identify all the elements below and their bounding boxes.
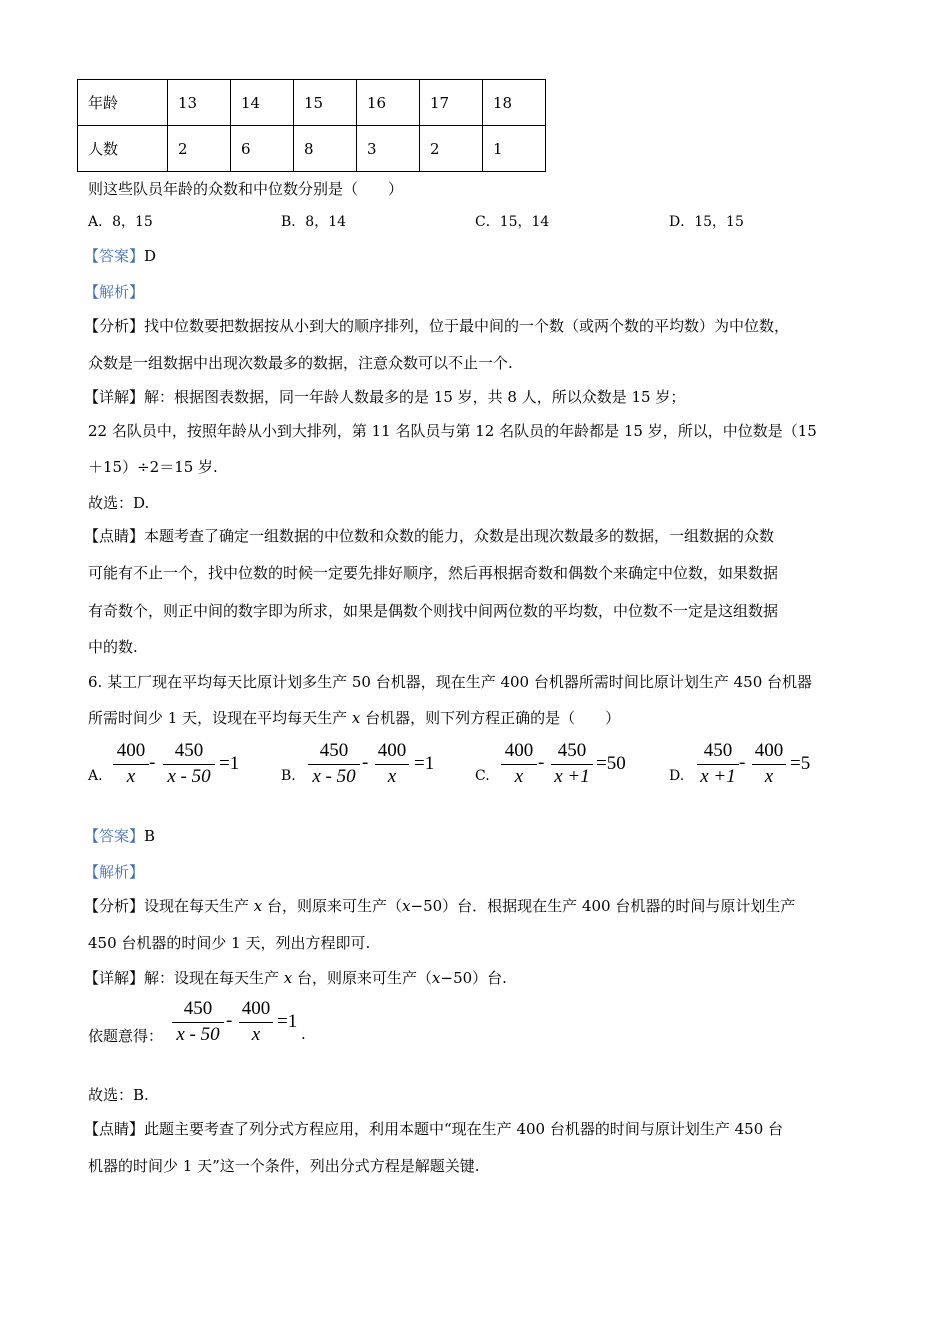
- fraction: [163, 740, 215, 788]
- table-row: [78, 126, 546, 172]
- denominator: x: [126, 766, 136, 787]
- variable-x: x: [283, 969, 293, 987]
- q6-yiti-label: 依题意得：: [88, 1027, 164, 1045]
- q6-analysis-line-1: [84, 895, 795, 916]
- fraction: [172, 998, 224, 1046]
- table-cell: 15: [294, 80, 357, 126]
- jiexi-tag: 【解析】: [84, 283, 145, 301]
- q6-comment-line-1: [84, 1118, 783, 1139]
- fraction-bar: [172, 1022, 224, 1023]
- comment-tag: 【点睛】: [84, 1120, 145, 1138]
- analysis-text: −50）台．根据现在生产 400 台机器的时间与原计划生产: [410, 897, 796, 915]
- fraction-bar: [375, 764, 409, 765]
- equation-rhs: =5: [790, 753, 811, 774]
- minus-sign: -: [362, 752, 369, 773]
- q5-option-d: D．15，15: [669, 214, 744, 230]
- denominator: x - 50: [312, 766, 356, 787]
- fraction-bar: [752, 764, 786, 765]
- equation-rhs: =1: [414, 753, 435, 774]
- variable-x: x: [351, 709, 361, 727]
- q6-comment-line-2: 机器的时间少 1 天”这一个条件，列出分式方程是解题关键.: [88, 1157, 480, 1175]
- fraction-bar: [551, 764, 593, 765]
- table-cell: 6: [231, 126, 294, 172]
- comment-text: 本题考查了确定一组数据的中位数和众数的能力，众数是出现次数最多的数据，一组数据的众数: [144, 527, 775, 545]
- q6-answer-line: [84, 825, 155, 846]
- q6-option-c-letter: C.: [475, 768, 490, 784]
- q6-option-d-letter: D.: [669, 768, 685, 784]
- fraction: [375, 740, 409, 788]
- fraction: [113, 740, 149, 788]
- numerator: 400: [754, 740, 784, 761]
- q6-stem-line-1: 6. 某工厂现在平均每天比原计划多生产 50 台机器，现在生产 400 台机器所需时间比原计划生产 450 台机器: [88, 673, 813, 691]
- variable-x: x: [402, 897, 411, 915]
- table-cell: 17: [420, 80, 483, 126]
- numerator: 400: [377, 740, 407, 761]
- fraction: [697, 740, 739, 788]
- table-cell: 18: [483, 80, 546, 126]
- fraction-bar: [163, 764, 215, 765]
- denominator: x - 50: [167, 766, 211, 787]
- fraction-bar: [113, 764, 149, 765]
- denominator: x: [764, 766, 774, 787]
- detail-tag: 【详解】: [84, 388, 145, 406]
- analysis-text: 设现在每天生产: [144, 897, 254, 915]
- denominator: x: [387, 766, 397, 787]
- fraction: [308, 740, 360, 788]
- table-row: [78, 80, 546, 126]
- denominator: x: [251, 1024, 261, 1045]
- denominator: x +1: [700, 766, 736, 787]
- detail-text: 解：根据图表数据，同一年龄人数最多的是 15 岁，共 8 人，所以众数是 15 岁；: [144, 388, 686, 406]
- fraction: [551, 740, 593, 788]
- q6-choose: 故选：B.: [88, 1086, 149, 1104]
- numerator: 400: [241, 998, 271, 1019]
- variable-x: x: [253, 897, 263, 915]
- jiexi-tag: 【解析】: [84, 863, 145, 881]
- q6-analysis-line-2: 450 台机器的时间少 1 天，列出方程即可.: [88, 934, 371, 952]
- table-cell: 3: [357, 126, 420, 172]
- q6-option-b-letter: B.: [281, 768, 296, 784]
- analysis-text: 找中位数要把数据按从小到大的顺序排列，位于最中间的一个数（或两个数的平均数）为中位数，: [144, 317, 790, 335]
- q5-choose: 故选：D.: [88, 494, 150, 512]
- q5-option-a: A．8，15: [88, 214, 153, 230]
- equation-rhs: =50: [596, 753, 626, 774]
- stem-text: 所需时间少 1 天，设现在平均每天生产: [88, 709, 352, 727]
- comment-tag: 【点睛】: [84, 527, 145, 545]
- numerator: 400: [504, 740, 534, 761]
- detail-tag: 【详解】: [84, 969, 145, 987]
- table-cell: 2: [420, 126, 483, 172]
- fraction: [501, 740, 537, 788]
- age-count-table: [77, 79, 546, 172]
- table-cell: 2: [168, 126, 231, 172]
- detail-text: −50）台.: [440, 969, 507, 987]
- numerator: 450: [319, 740, 349, 761]
- detail-text: 解：设现在每天生产: [144, 969, 284, 987]
- q5-comment-line-2: 可能有不止一个，找中位数的时候一定要先排好顺序，然后再根据奇数和偶数个来确定中位数，如果数据: [88, 564, 779, 582]
- q5-comment-line-3: 有奇数个，则正中间的数字即为所求，如果是偶数个则找中间两位数的平均数，中位数不一定是这组数据: [88, 602, 779, 620]
- q5-comment-line-1: [84, 525, 774, 546]
- table-cell: 人数: [78, 126, 168, 172]
- detail-text: 台，则原来可生产（: [292, 969, 433, 987]
- fraction-bar: [239, 1022, 273, 1023]
- analysis-tag: 【分析】: [84, 317, 145, 335]
- q5-option-c: C．15，14: [475, 214, 550, 230]
- numerator: 450: [557, 740, 587, 761]
- stem-text: 台机器，则下列方程正确的是（ ）: [360, 709, 621, 727]
- analysis-tag: 【分析】: [84, 897, 145, 915]
- table-cell: 年龄: [78, 80, 168, 126]
- table-cell: 16: [357, 80, 420, 126]
- numerator: 450: [703, 740, 733, 761]
- variable-x: x: [432, 969, 441, 987]
- comment-text: 此题主要考查了列分式方程应用，利用本题中“现在生产 400 台机器的时间与原计划生产 450 台: [144, 1120, 784, 1138]
- fraction: [239, 998, 273, 1046]
- fraction: [752, 740, 786, 788]
- q5-option-b: B．8，14: [281, 214, 347, 230]
- minus-sign: -: [739, 752, 746, 773]
- answer-tag: 【答案】: [84, 247, 145, 265]
- table-cell: 1: [483, 126, 546, 172]
- analysis-text: 台，则原来可生产（: [262, 897, 403, 915]
- q6-stem-line-2: [88, 707, 620, 728]
- numerator: 450: [183, 998, 213, 1019]
- equation-period: .: [301, 1025, 306, 1043]
- table-cell: 14: [231, 80, 294, 126]
- numerator: 450: [174, 740, 204, 761]
- equation-rhs: =1: [277, 1011, 298, 1032]
- q5-analysis-line-1: [84, 315, 789, 336]
- minus-sign: -: [149, 752, 156, 773]
- q5-detail-line-2: 22 名队员中，按照年龄从小到大排列，第 11 名队员与第 12 名队员的年龄都是 15 岁，所以，中位数是（15: [88, 422, 817, 440]
- minus-sign: -: [226, 1010, 233, 1031]
- answer-value: B: [144, 827, 156, 845]
- equation-rhs: =1: [219, 753, 240, 774]
- fraction-bar: [308, 764, 360, 765]
- table-cell: 13: [168, 80, 231, 126]
- answer-tag: 【答案】: [84, 827, 145, 845]
- q5-question: 则这些队员年龄的众数和中位数分别是（ ）: [88, 180, 404, 198]
- table-cell: 8: [294, 126, 357, 172]
- minus-sign: -: [538, 752, 545, 773]
- denominator: x: [514, 766, 524, 787]
- q6-option-a-letter: A.: [88, 768, 103, 784]
- denominator: x +1: [554, 766, 590, 787]
- q5-analysis-line-2: 众数是一组数据中出现次数最多的数据，注意众数可以不止一个.: [88, 354, 513, 372]
- numerator: 400: [116, 740, 146, 761]
- q5-detail-line-3: ＋15）÷2＝15 岁.: [88, 458, 218, 476]
- q5-comment-line-4: 中的数.: [88, 638, 138, 656]
- denominator: x - 50: [176, 1024, 220, 1045]
- answer-value: D: [144, 247, 157, 265]
- q5-detail-line-1: [84, 386, 685, 407]
- q6-detail-line-1: [84, 967, 507, 988]
- fraction-bar: [697, 764, 739, 765]
- q5-answer-line: [84, 245, 156, 266]
- fraction-bar: [501, 764, 537, 765]
